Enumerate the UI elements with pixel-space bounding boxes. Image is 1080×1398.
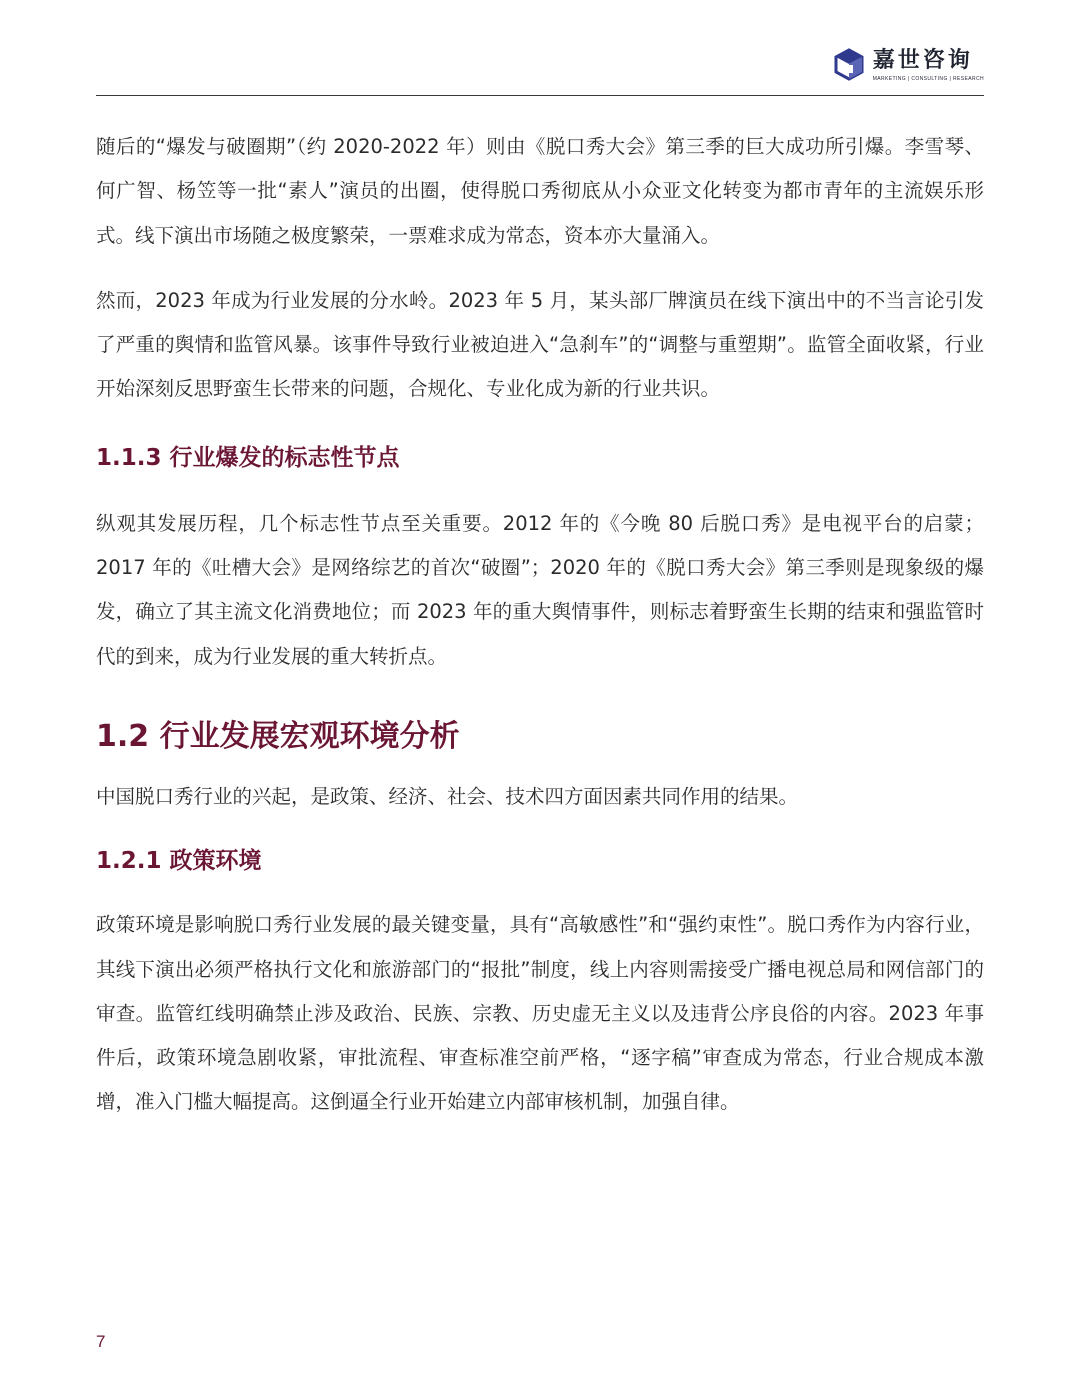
cube-logo-icon — [833, 48, 865, 82]
brand-logo — [833, 48, 984, 82]
brand-name: 嘉世咨询 — [872, 48, 973, 73]
heading-1-2-1: 1.2.1 政策环境 — [96, 848, 262, 875]
header-divider — [96, 95, 984, 96]
paragraph-macro-intro: 中国脱口秀行业的兴起，是政策、经济、社会、技术四方面因素共同作用的结果。 — [96, 784, 799, 808]
paragraph-milestones: 纵观其发展历程，几个标志性节点至关重要。2012 年的《今晚 80 后脱口秀》是电视平台的启蒙；2017 年的《吐槽大会》是网络综艺的首次“破圈”；2020 年的《脱口秀大会》第三季则是现象级的爆发，确立了其主流文化消费地位；而 2023 年的重大舆情事件，则标志着野蛮生长期的结束和强监管时代的到来，成为行业发展的重大转折点。 — [96, 511, 984, 668]
paragraph-policy-environment: 政策环境是影响脱口秀行业发展的最关键变量，具有“高敏感性”和“强约束性”。脱口秀作为内容行业，其线下演出必须严格执行文化和旅游部门的“报批”制度，线上内容则需接受广播电视总局和网信部门的审查。监管红线明确禁止涉及政治、民族、宗教、历史虚无主义以及违背公序良俗的内容。2023 年事件后，政策环境急剧收紧，审批流程、审查标准空前严格，“逐字稿”审查成为常态，行业合规成本激增，准入门槛大幅提高。这倒逼全行业开始建立内部审核机制，加强自律。 — [96, 913, 984, 1114]
heading-1-1-3: 1.1.3 行业爆发的标志性节点 — [96, 444, 400, 471]
paragraph-2023-watershed: 然而，2023 年成为行业发展的分水岭。2023 年 5 月，某头部厂牌演员在线下演出中的不当言论引发了严重的舆情和监管风暴。该事件导致行业被迫进入“急刹车”的“调整与重塑期”。监管全面收紧，行业开始深刻反思野蛮生长带来的问题，合规化、专业化成为新的行业共识。 — [96, 288, 984, 401]
main-content — [96, 125, 984, 1125]
paragraph-breakout-period: 随后的“爆发与破圈期”（约 2020-2022 年）则由《脱口秀大会》第三季的巨大成功所引爆。李雪琴、何广智、杨笠等一批“素人”演员的出圈，使得脱口秀彻底从小众亚文化转变为都市青年的主流娱乐形式。线下演出市场随之极度繁荣，一票难求成为常态，资本亦大量涌入。 — [96, 135, 984, 247]
page-header — [96, 40, 984, 96]
heading-1-2: 1.2 行业发展宏观环境分析 — [96, 718, 460, 754]
page-number: 7 — [96, 1332, 106, 1351]
brand-tagline: MARKETING | CONSULTING | RESEARCH — [872, 76, 984, 82]
